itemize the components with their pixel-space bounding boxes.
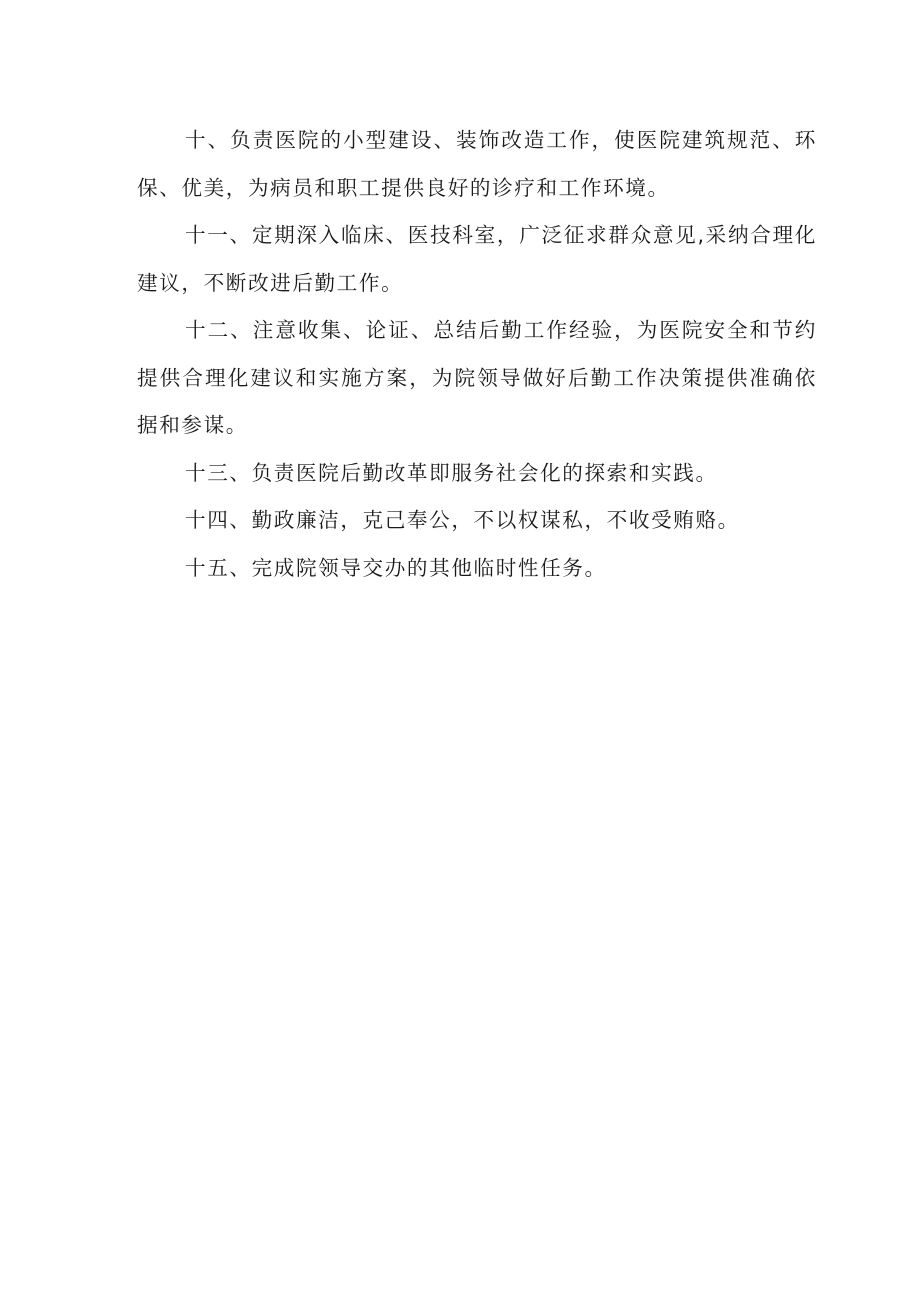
paragraph-item-12: 十二、注意收集、论证、总结后勤工作经验，为医院安全和节约提供合理化建议和实施方案，为院领导做好后勤工作决策提供准确依据和参谋。 <box>137 318 817 437</box>
paragraph-item-10: 十、负责医院的小型建设、装饰改造工作，使医院建筑规范、环保、优美，为病员和职工提供良好的诊疗和工作环境。 <box>137 128 817 200</box>
paragraph-item-14: 十四、勤政廉洁，克己奉公，不以权谋私，不收受贿赂。 <box>185 508 740 532</box>
paragraph-item-15: 十五、完成院领导交办的其他临时性任务。 <box>185 555 607 580</box>
document-body <box>137 117 817 592</box>
paragraph-item-11: 十一、定期深入临床、医技科室，广泛征求群众意见,采纳合理化建议，不断改进后勤工作。 <box>137 223 817 295</box>
paragraph-item-13: 十三、负责医院后勤改革即服务社会化的探索和实践。 <box>185 460 718 485</box>
